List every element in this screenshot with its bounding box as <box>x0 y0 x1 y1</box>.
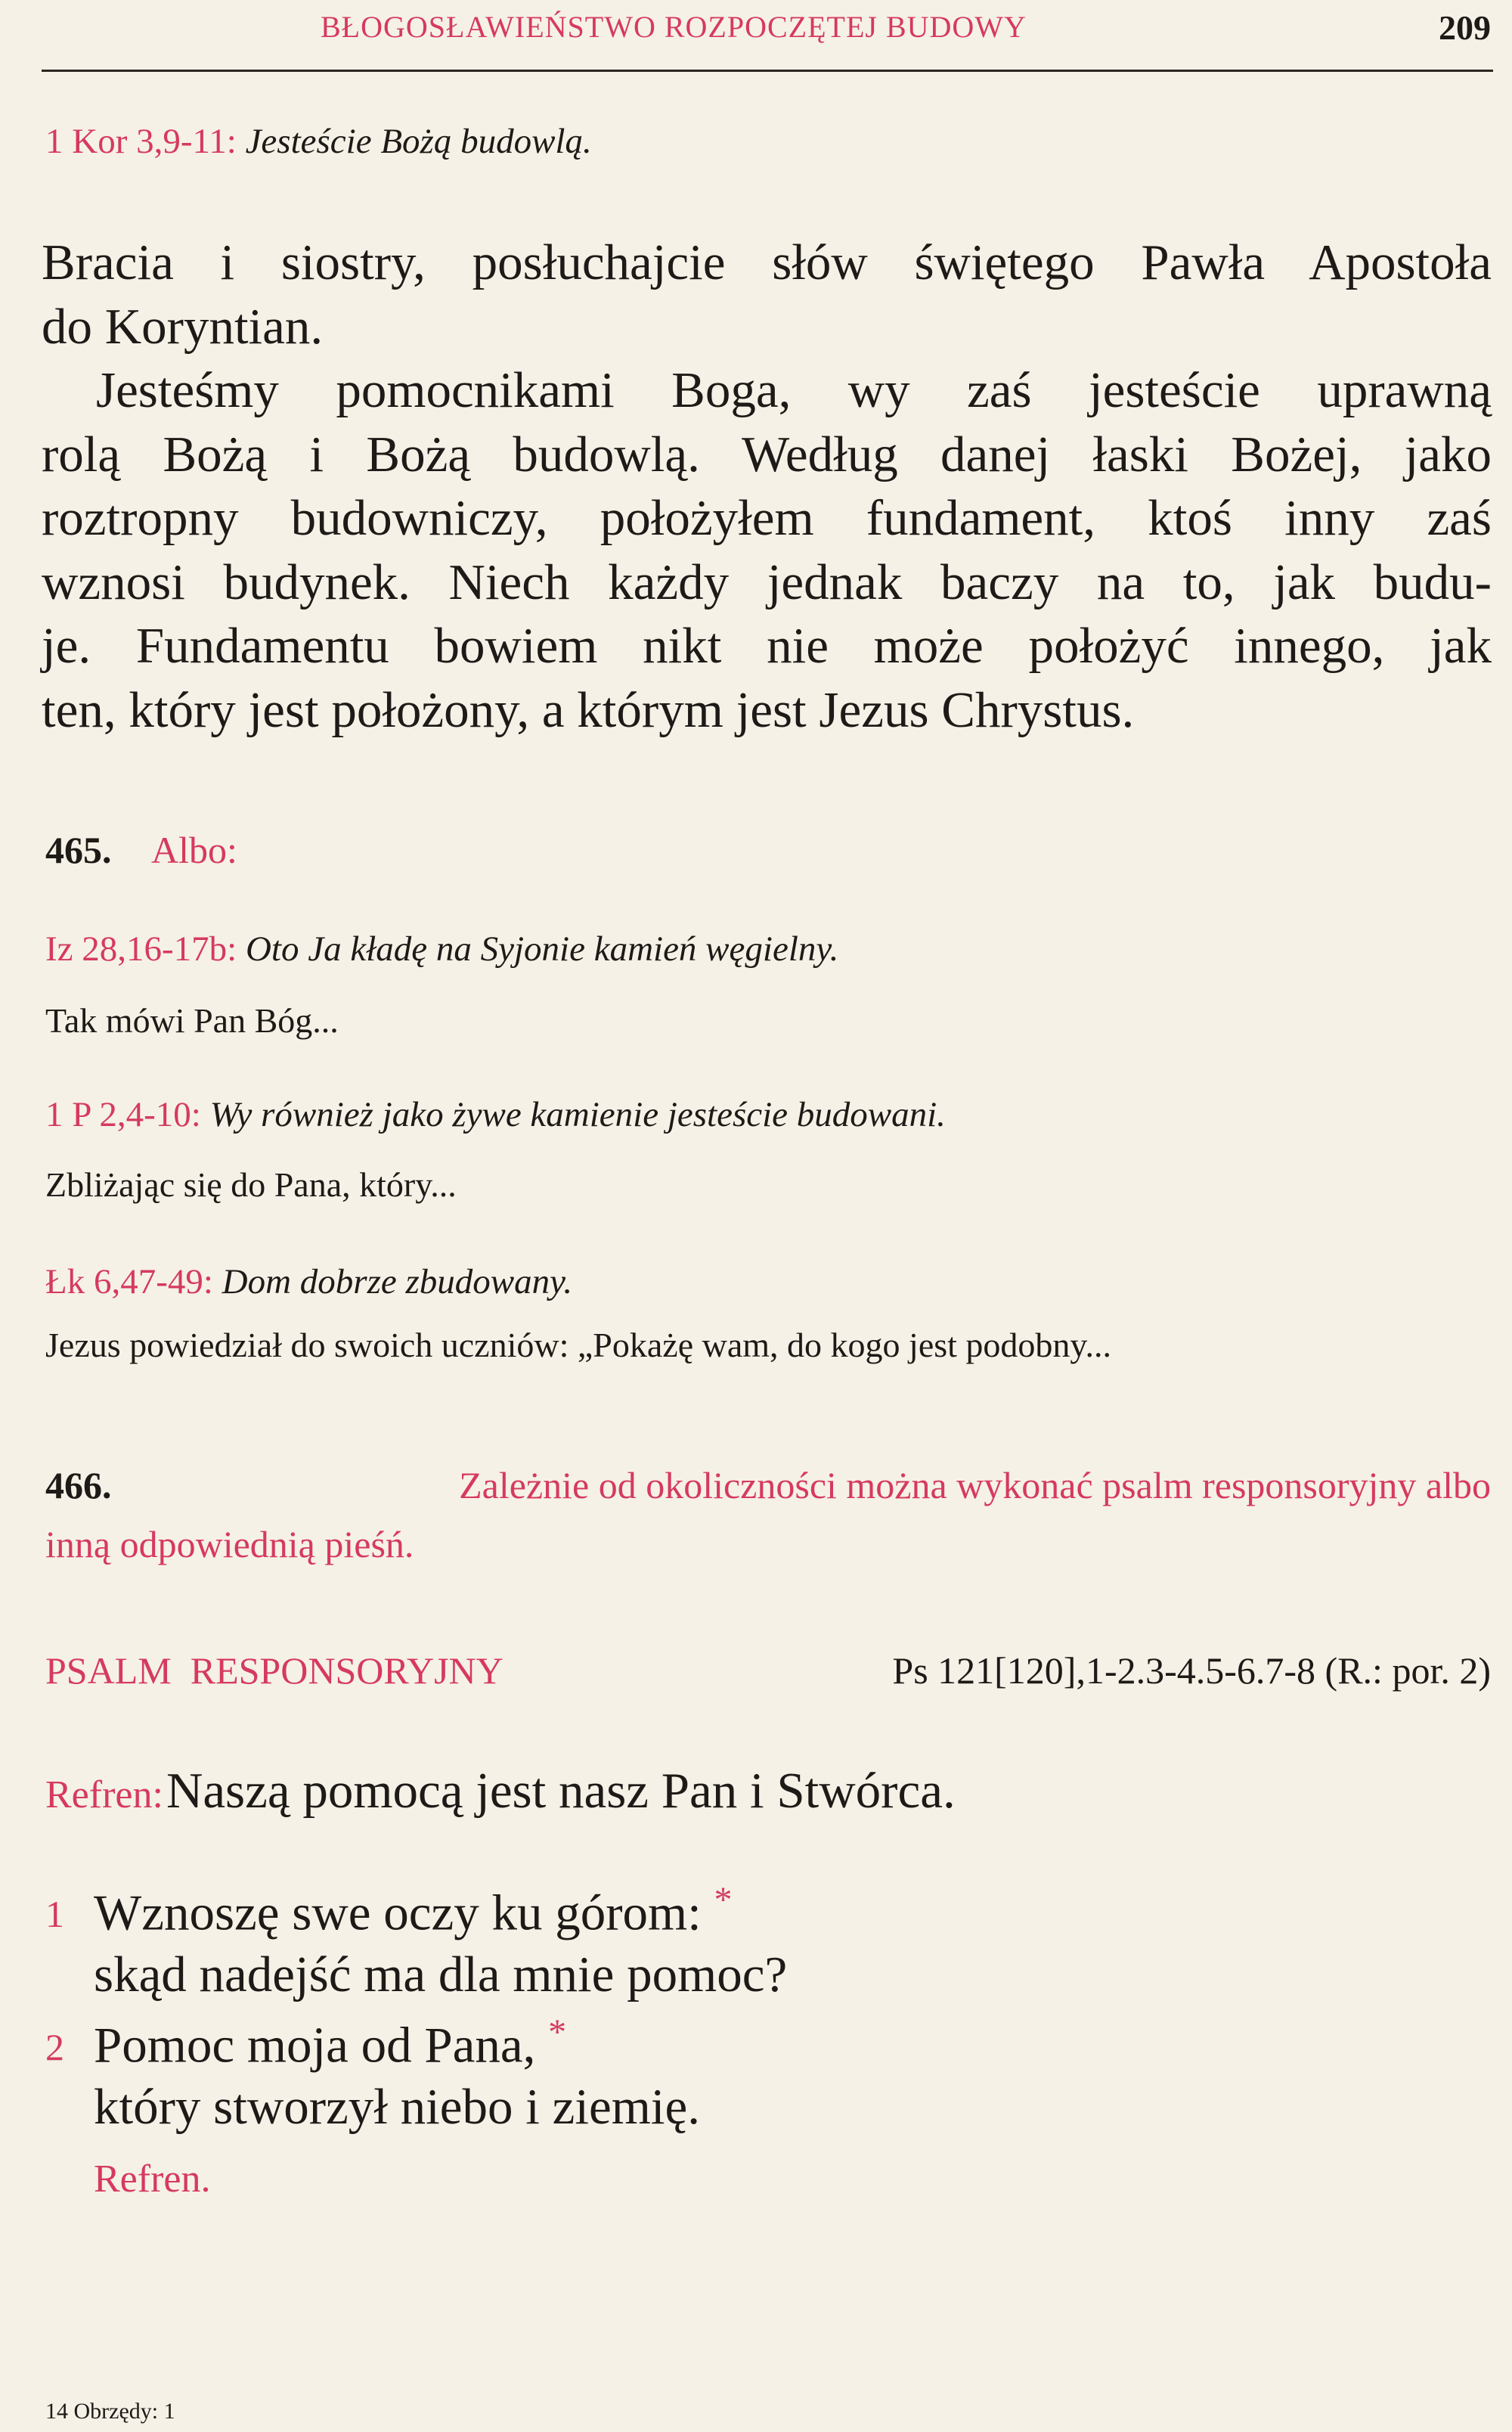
section-number: 466. <box>45 1464 112 1506</box>
reading-body-line: rolą Bożą i Bożą budowlą. Według danej łaski Bożej, jako <box>42 426 1492 482</box>
verse-line: który stworzył niebo i ziemię. <box>94 2079 700 2135</box>
alt-reading-title: Oto Ja kładę na Syjonie kamień węgielny. <box>245 929 839 969</box>
alt-reading-ref: 1 P 2,4-10: <box>45 1095 201 1134</box>
section-466-line <box>45 1456 1491 1515</box>
reading-intro-line: Bracia i siostry, posłuchajcie słów świętego Pawła Apostoła <box>42 234 1492 290</box>
alt-reading-ref-line <box>45 929 838 969</box>
header-rule <box>42 70 1493 72</box>
alt-reading-ref-line <box>45 1094 946 1135</box>
reading-ref-line <box>45 121 592 162</box>
running-head: BŁOGOSŁAWIEŃSTWO ROZPOCZĘTEJ BUDOWY <box>321 10 1027 44</box>
asterisk-mark: * <box>714 1880 733 1920</box>
psalm-reference: Ps 121[120],1-2.3-4.5-6.7-8 (R.: por. 2) <box>892 1649 1491 1692</box>
section-465-heading <box>45 828 237 872</box>
page-number: 209 <box>1439 8 1491 47</box>
alt-reading-title: Dom dobrze zbudowany. <box>222 1262 573 1301</box>
reading-body-line: je. Fundamentu bowiem nikt nie może położyć innego, jak <box>42 618 1492 674</box>
section-466-text: inną odpowiednią pieśń. <box>45 1523 414 1565</box>
printer-signature: 14 Obrzędy: 1 <box>45 2399 175 2424</box>
verse-line: skąd nadejść ma dla mnie pomoc? <box>94 1947 788 2002</box>
verse-line <box>94 1879 733 1942</box>
verse-number: 1 <box>45 1893 64 1935</box>
asterisk-mark: * <box>548 2012 567 2052</box>
verse-text: Pomoc moja od Pana, <box>94 2017 536 2074</box>
reading-body-line: Jesteśmy pomocnikami Boga, wy zaś jesteście uprawną <box>96 362 1492 418</box>
verse-text: Wznoszę swe oczy ku górom: <box>94 1884 702 1941</box>
section-466-text: Zależnie od okoliczności można wykonać psalm responsoryjny albo <box>459 1464 1491 1506</box>
refrain-line <box>45 1762 956 1820</box>
section-number: 465. <box>45 829 112 871</box>
alt-reading-ref: Łk 6,47-49: <box>45 1262 213 1301</box>
refrain-text: Naszą pomocą jest nasz Pan i Stwórca. <box>166 1763 956 1819</box>
section-label: Albo: <box>151 829 237 871</box>
reading-body-line: wznosi budynek. Niech każdy jednak baczy na to, jak budu- <box>42 554 1492 610</box>
alt-reading-incipit: Tak mówi Pan Bóg... <box>45 1001 339 1040</box>
reading-intro-line: do Koryntian. <box>42 298 324 355</box>
alt-reading-ref-line <box>45 1261 572 1302</box>
reading-body-line: roztropny budowniczy, położyłem fundament, ktoś inny zaś <box>42 490 1492 546</box>
reading-intro <box>42 231 1492 358</box>
refrain-label: Refren: <box>45 1773 163 1816</box>
psalm-heading: PSALM RESPONSORYJNY <box>45 1649 503 1692</box>
verse-line <box>94 2012 566 2074</box>
reading-title: Jesteście Bożą budowlą. <box>245 122 592 161</box>
alt-reading-title: Wy również jako żywe kamienie jesteście budowani. <box>209 1095 946 1134</box>
section-466 <box>45 1456 1491 1574</box>
alt-reading-incipit: Zbliżając się do Pana, który... <box>45 1165 457 1204</box>
refrain-repeat: Refren. <box>94 2157 211 2201</box>
reading-body <box>42 358 1492 742</box>
alt-reading-incipit: Jezus powiedział do swoich uczniów: „Pokażę wam, do kogo jest podobny... <box>45 1326 1111 1364</box>
alt-reading-ref: Iz 28,16-17b: <box>45 929 237 969</box>
reading-ref: 1 Kor 3,9-11: <box>45 122 237 161</box>
verse-number: 2 <box>45 2026 64 2068</box>
reading-body-line: ten, który jest położony, a którym jest Jezus Chrystus. <box>42 681 1135 738</box>
